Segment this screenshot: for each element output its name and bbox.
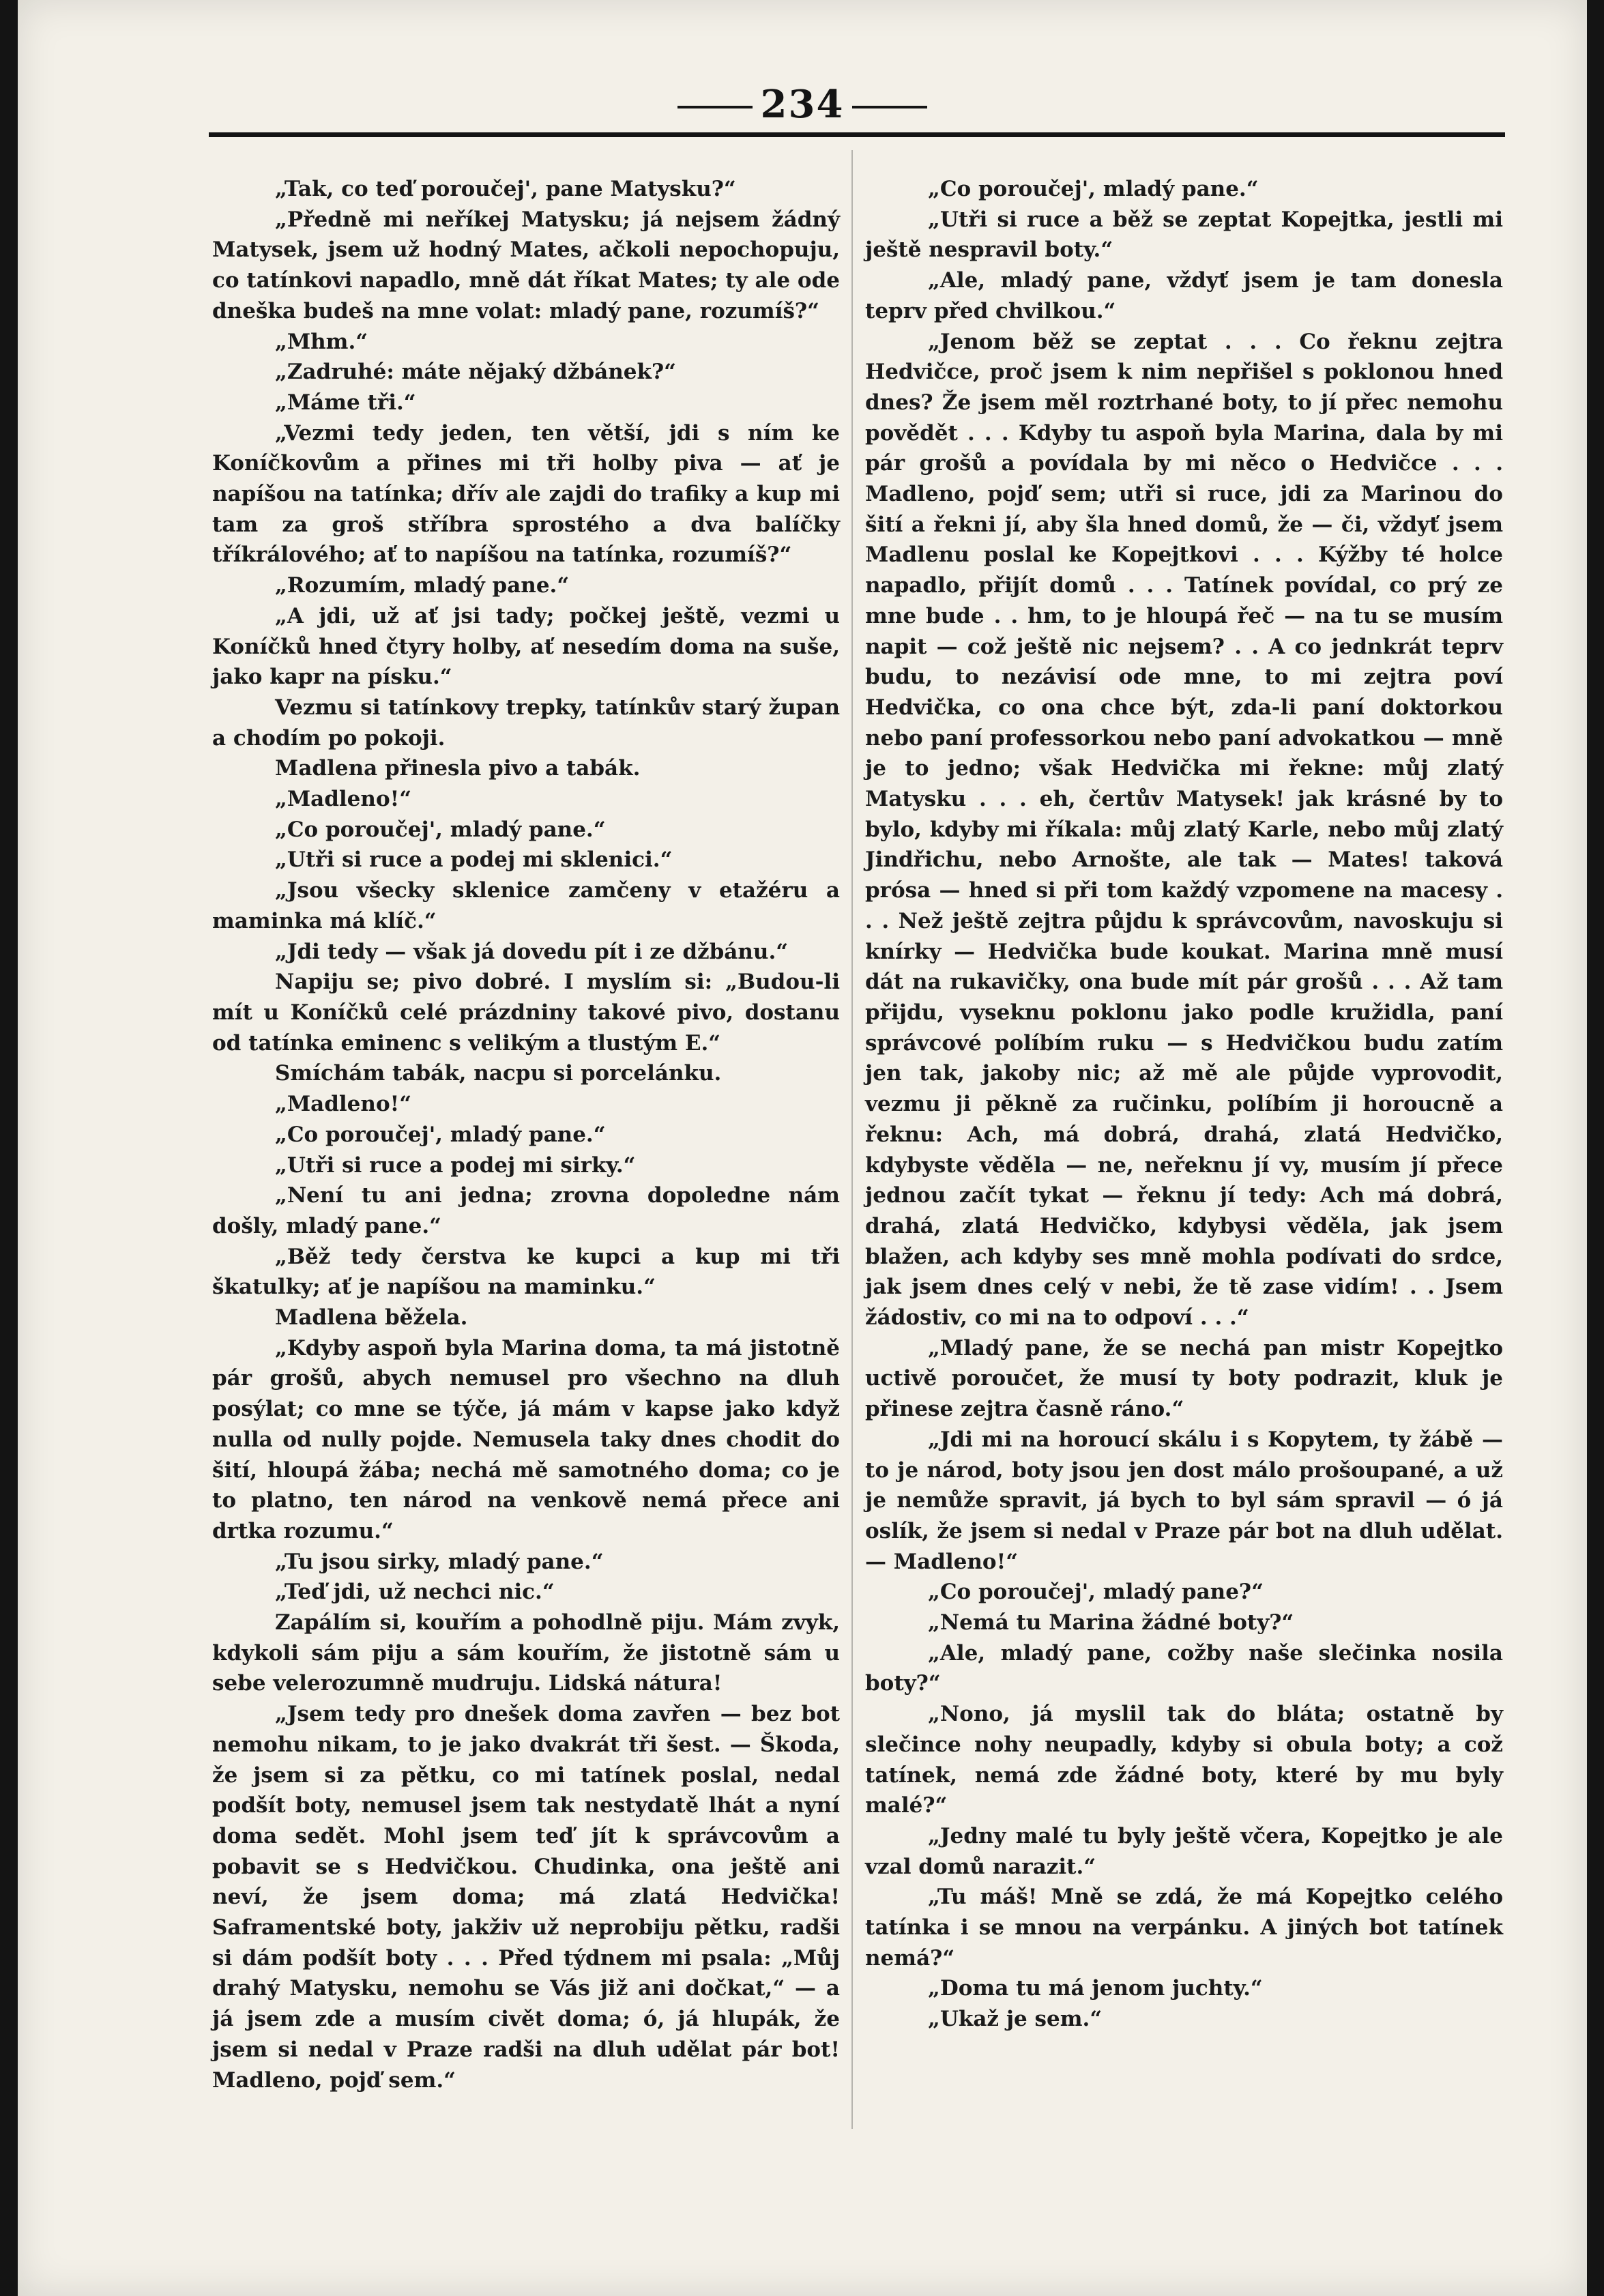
- paragraph: „Co poroučej', mladý pane.“: [275, 1122, 606, 1147]
- paragraph: „Tu máš! Mně se zdá, že má Kopejtko celého tatínka i se mnou na verpánku. A jiných bot tatínek nemá?“: [865, 1885, 1503, 1971]
- paragraph: „Jsou všecky sklenice zamčeny v etažéru a maminka má klíč.“: [212, 878, 840, 933]
- page-number-dash-left: [677, 106, 753, 108]
- paragraph: „Utři si ruce a běž se zeptat Kopejtka, jestli mi ještě nespravil boty.“: [865, 207, 1503, 263]
- paragraph: „Vezmi tedy jeden, ten větší, jdi s ním ke Koníčkovům a přines mi tři holby piva — ať je napíšou na tatínka; dřív ale zajdi do trafiky a kup mi tam za groš stříbra sprostého a dva balíčky tříkrálového; ať to napíšou na tatínka, rozumíš?“: [212, 420, 840, 568]
- paragraph: „Madleno!“: [275, 787, 412, 812]
- paragraph: „Utři si ruce a podej mi sklenici.“: [275, 847, 673, 873]
- paragraph: „Máme tři.“: [275, 390, 416, 415]
- paragraph: „Teď jdi, už nechci nic.“: [275, 1580, 555, 1605]
- paragraph: „Mladý pane, že se nechá pan mistr Kopejtko uctivě poroučet, že musí ty boty podrazit, kluk je přinese zejtra časně ráno.“: [865, 1335, 1503, 1422]
- paragraph: „Co poroučej', mladý pane?“: [928, 1580, 1264, 1605]
- newspaper-page: [18, 0, 1587, 2296]
- paragraph: „Ale, mladý pane, cožby naše slečinka nosila boty?“: [865, 1640, 1503, 1696]
- paragraph: „Rozumím, mladý pane.“: [275, 573, 570, 598]
- left-column: [212, 174, 840, 2095]
- paragraph: Madlena přinesla pivo a tabák.: [275, 756, 641, 781]
- paragraph: „Ale, mladý pane, vždyť jsem je tam donesla teprv před chvilkou.“: [865, 268, 1503, 323]
- paragraph: Madlena běžela.: [275, 1305, 468, 1331]
- paragraph: „Jenom běž se zeptat . . . Co řeknu zejtra Hedvičce, proč jsem k nim nepřišel s poklonou hned dnes? Že jsem měl roztrhané boty, to jí přec nemohu povědět . . . Kdyby tu aspoň byla Marina, dala by mi pár grošů a povídala by mi něco o Hedvičce . . . Madleno, pojď sem; utři si ruce, jdi za Marinou do šití a řekni jí, aby šla hned domů, že — či, vždyť jsem Madlenu poslal ke Kopejtkovi . . . Kýžby té holce napadlo, přijít domů . . . Tatínek povídal, co prý ze mne bude . . hm, to je hloupá řeč — na tu se musím napit — což ještě nic nejsem? . . A co jednkrát teprv budu, to nezávisí ode mne, to mi zejtra poví Hedvička, co ona chce být, zda-li paní doktorkou nebo paní professorkou nebo paní advokatkou — mně je to jedno; však Hedvička mi řekne: můj zlatý Matysku . . . eh, čertův Matysek! jak krásné by to bylo, kdyby mi říkala: můj zlatý Karle, nebo můj zlatý Jindřichu, nebo Arnošte, ale tak — Mates! taková prósa — hned si při tom každý vzpomene na macesy . . . Než ještě zejtra půjdu k správcovům, navoskuju si knírky — Hedvička bude koukat. Marina mně musí dát na rukavičky, ona bude mít pár grošů . . . Až tam přijdu, vyseknu poklonu jako podle kružidla, paní správcové políbím ruku — s Hedvičkou budu zatím jen tak, jakoby nic; až mě ale půjde vyprovodit, vezmu ji pěkně za ručinku, políbím ji horoucně a řeknu: Ach, má dobrá, drahá, zlatá Hedvičko, kdybyste věděla — ne, neřeknu jí vy, musím jí přece jednou začít tykat — řeknu jí tedy: Ach má dobrá, drahá, zlatá Hedvičko, kdybysi věděla, jak jsem blažen, ach kdyby ses mně mohla podívati do srdce, jak jsem dnes celý v nebi, že tě zase vidím! . . Jsem žádostiv, co mi na to odpoví . . .“: [865, 329, 1503, 1331]
- paragraph: „Tu jsou sirky, mladý pane.“: [275, 1549, 604, 1574]
- column-gutter: [851, 150, 853, 2129]
- paragraph: „Není tu ani jedna; zrovna dopoledne nám došly, mladý pane.“: [212, 1183, 840, 1238]
- paragraph: Vezmu si tatínkovy trepky, tatínkův starý župan a chodím po pokoji.: [212, 695, 840, 751]
- paragraph: „Jsem tedy pro dnešek doma zavřen — bez bot nemohu nikam, to je jako dvakrát tři šest. — Škoda, že jsem si za pětku, co mi tatínek poslal, nedal podšít boty, nemusel jsem tak nestydatě lhát a nyní doma sedět. Mohl jsem teď jít k správcovům a pobavit se s Hedvičkou. Chudinka, ona ještě ani neví, že jsem doma; má zlatá Hedvička! Saframentské boty, jakživ už neprobiju pětku, radši si dám podšít boty . . . Před týdnem mi psala: „Můj drahý Matysku, nemohu se Vás již ani dočkat,“ — a já jsem zde a musím civět doma; ó, já hlupák, že jsem si nedal v Praze radši na dluh udělat pár bot! Madleno, pojď sem.“: [212, 1702, 840, 2093]
- paragraph: „Doma tu má jenom juchty.“: [928, 1976, 1263, 2001]
- page-number-text: 234: [760, 82, 845, 127]
- right-column: [865, 174, 1503, 2035]
- paragraph: „Utři si ruce a podej mi sirky.“: [275, 1152, 636, 1178]
- paragraph: „Mhm.“: [275, 329, 368, 354]
- paragraph: Smíchám tabák, nacpu si porcelánku.: [275, 1061, 722, 1086]
- paragraph: „Zadruhé: máte nějaký džbánek?“: [275, 360, 676, 385]
- page-number: [18, 82, 1587, 127]
- paragraph: „Jdi mi na horoucí skálu i s Kopytem, ty žábě — to je národ, boty jsou jen dost málo prošoupané, a už je nemůže spravit, já bych to byl sám spravil — ó já oslík, že jsem si nedal v Praze pár bot na dluh udělat. — Madleno!“: [865, 1427, 1503, 1574]
- paragraph: „Předně mi neříkej Matysku; já nejsem žádný Matysek, jsem už hodný Mates, ačkoli nepochopuju, co tatínkovi napadlo, mně dát říkat Mates; ty ale ode dneška budeš na mne volat: mladý pane, rozumíš?“: [212, 207, 840, 323]
- paragraph: „Tak, co teď poroučej', pane Matysku?“: [275, 177, 736, 201]
- paragraph: „Kdyby aspoň byla Marina doma, ta má jistotně pár grošů, abych nemusel pro všechno na dluh posýlat; co mne se týče, já mám v kapse jako když nulla od nully pojde. Nemusela taky dnes chodit do šití, hloupá žába; nechá mě samotného doma; co je to platno, ten národ na venkově nemá přece ani drtka rozumu.“: [212, 1335, 840, 1543]
- paragraph: „Co poroučej', mladý pane.“: [275, 817, 606, 842]
- paragraph: Napiju se; pivo dobré. I myslím si: „Budou-li mít u Koníčků celé prázdniny takové pivo, dostanu od tatínka eminenc s velikým a tlustým E.“: [212, 970, 840, 1056]
- header-rule: [209, 132, 1505, 137]
- paragraph: „Nemá tu Marina žádné boty?“: [928, 1610, 1294, 1636]
- paragraph: „Ukaž je sem.“: [928, 2007, 1103, 2032]
- page-number-dash-right: [852, 106, 927, 108]
- paragraph: „Madleno!“: [275, 1092, 412, 1117]
- paragraph: „A jdi, už ať jsi tady; počkej ještě, vezmi u Koníčků hned čtyry holby, ať nesedím doma na suše, jako kapr na písku.“: [212, 603, 840, 690]
- paragraph: „Běž tedy čerstva ke kupci a kup mi tři škatulky; ať je napíšou na maminku.“: [212, 1244, 840, 1300]
- paragraph: Zapálím si, kouřím a pohodlně piju. Mám zvyk, kdykoli sám piju a sám kouřím, že jistotně sám u sebe velerozumně mudruju. Lidská nátura!: [212, 1610, 840, 1696]
- paragraph: „Nono, já myslil tak do bláta; ostatně by slečince nohy neupadly, kdyby si obula boty; a což tatínek, nemá zde žádné boty, které by mu byly malé?“: [865, 1702, 1503, 1818]
- paragraph: „Jdi tedy — však já dovedu pít i ze džbánu.“: [275, 939, 789, 964]
- paragraph: „Co poroučej', mladý pane.“: [928, 177, 1259, 201]
- paragraph: „Jedny malé tu byly ještě včera, Kopejtko je ale vzal domů narazit.“: [865, 1823, 1503, 1879]
